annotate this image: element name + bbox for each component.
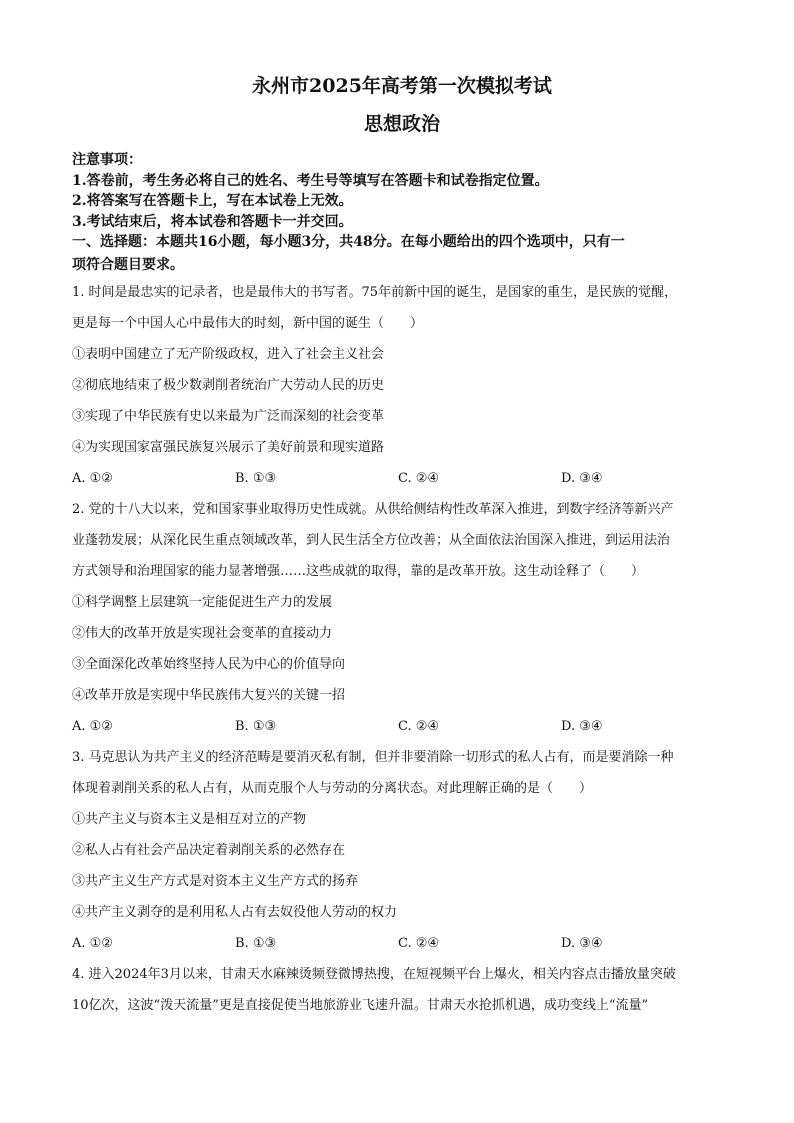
subject-title: 思想政治 [363, 113, 440, 135]
statement-option: ③全面深化改革始终坚持人民为中心的价值导向 [72, 657, 346, 672]
notice-block [72, 150, 732, 232]
exam-page [72, 72, 732, 1021]
question-stem-line: 10亿次，这波“泼天流量”更是直接促使当地旅游业飞速升温。甘肃天水抢抓机遇，成功变线上“流量” [72, 998, 649, 1013]
answer-choice-a[interactable]: A. ①② [72, 936, 113, 951]
statement-option: ②伟大的改革开放是实现社会变革的直接动力 [72, 626, 333, 641]
statement-option: ③实现了中华民族有史以来最为广泛而深刻的社会变革 [72, 409, 385, 424]
answer-choice-d[interactable]: D. ③④ [561, 936, 603, 951]
answer-choice-c[interactable]: C. ②④ [398, 719, 440, 734]
section-heading [72, 232, 732, 275]
section-heading-line: 项符合题目要求。 [72, 256, 184, 273]
statement-option: ①科学调整上层建筑一定能促进生产力的发展 [72, 595, 333, 610]
answer-choice-b[interactable]: B. ①③ [235, 719, 277, 734]
section-heading-line: 一、选择题：本题共16小题，每小题3分，共48分。在每小题给出的四个选项中，只有一 [72, 234, 625, 250]
answer-choice-d[interactable]: D. ③④ [561, 719, 603, 734]
question-2 [72, 494, 732, 742]
answer-choices [72, 928, 732, 959]
statement-option: ④共产主义剥夺的是利用私人占有去奴役他人劳动的权力 [72, 905, 398, 920]
question-stem-line: 业蓬勃发展；从深化民生重点领域改革，到人民生活全方位改善；从全面依法治国深入推进，到运用法治 [72, 533, 671, 548]
question-stem-line: 体现着剥削关系的私人占有，从而克服个人与劳动的分离状态。对此理解正确的是（ ） [72, 781, 593, 796]
statement-option: ④为实现国家富强民族复兴展示了美好前景和现实道路 [72, 440, 385, 455]
question-stem-line: 方式领导和治理国家的能力显著增强……这些成就的取得，靠的是改革开放。这生动诠释了（ ） [72, 564, 645, 579]
statement-option: ①表明中国建立了无产阶级政权，进入了社会主义社会 [72, 347, 385, 362]
answer-choices [72, 711, 732, 742]
answer-choice-a[interactable]: A. ①② [72, 719, 113, 734]
notice-item: 3.考试结束后，将本试卷和答题卡一并交回。 [72, 213, 353, 230]
question-1 [72, 277, 732, 494]
answer-choices [72, 463, 732, 494]
statement-option: ③共产主义生产方式是对资本主义生产方式的扬弃 [72, 874, 359, 889]
answer-choice-c[interactable]: C. ②④ [398, 936, 440, 951]
answer-choice-a[interactable]: A. ①② [72, 471, 113, 486]
question-4 [72, 959, 732, 1021]
answer-choice-d[interactable]: D. ③④ [561, 471, 603, 486]
answer-choice-c[interactable]: C. ②④ [398, 471, 440, 486]
exam-title: 永州市2025年高考第一次模拟考试 [252, 75, 552, 97]
answer-choice-b[interactable]: B. ①③ [235, 471, 277, 486]
notice-item: 1.答卷前，考生务必将自己的姓名、考生号等填写在答题卡和试卷指定位置。 [72, 172, 549, 189]
question-stem-line: 2. 党的十八大以来，党和国家事业取得历史性成就。从供给侧结构性改革深入推进，到数字经济等新兴产 [72, 502, 674, 517]
answer-choice-b[interactable]: B. ①③ [235, 936, 277, 951]
question-stem-line: 4. 进入2024年3月以来，甘肃天水麻辣烫频登微博热搜，在短视频平台上爆火，相关内容点击播放量突破 [72, 967, 676, 982]
statement-option: ②私人占有社会产品决定着剥削关系的必然存在 [72, 843, 346, 858]
notice-item: 2.将答案写在答题卡上，写在本试卷上无效。 [72, 193, 353, 209]
question-stem-line: 1. 时间是最忠实的记录者，也是最伟大的书写者。75年前新中国的诞生，是国家的重生，是民族的觉醒， [72, 285, 678, 300]
statement-option: ①共产主义与资本主义是相互对立的产物 [72, 812, 307, 827]
question-stem-line: 更是每一个中国人心中最伟大的时刻，新中国的诞生（ ） [72, 316, 424, 331]
question-stem-line: 3. 马克思认为共产主义的经济范畴是要消灭私有制，但并非要消除一切形式的私人占有，而是要消除一种 [72, 750, 674, 765]
statement-option: ④改革开放是实现中华民族伟大复兴的关键一招 [72, 688, 346, 703]
question-3 [72, 742, 732, 959]
notice-heading: 注意事项： [72, 152, 142, 168]
statement-option: ②彻底地结束了极少数剥削者统治广大劳动人民的历史 [72, 378, 385, 393]
